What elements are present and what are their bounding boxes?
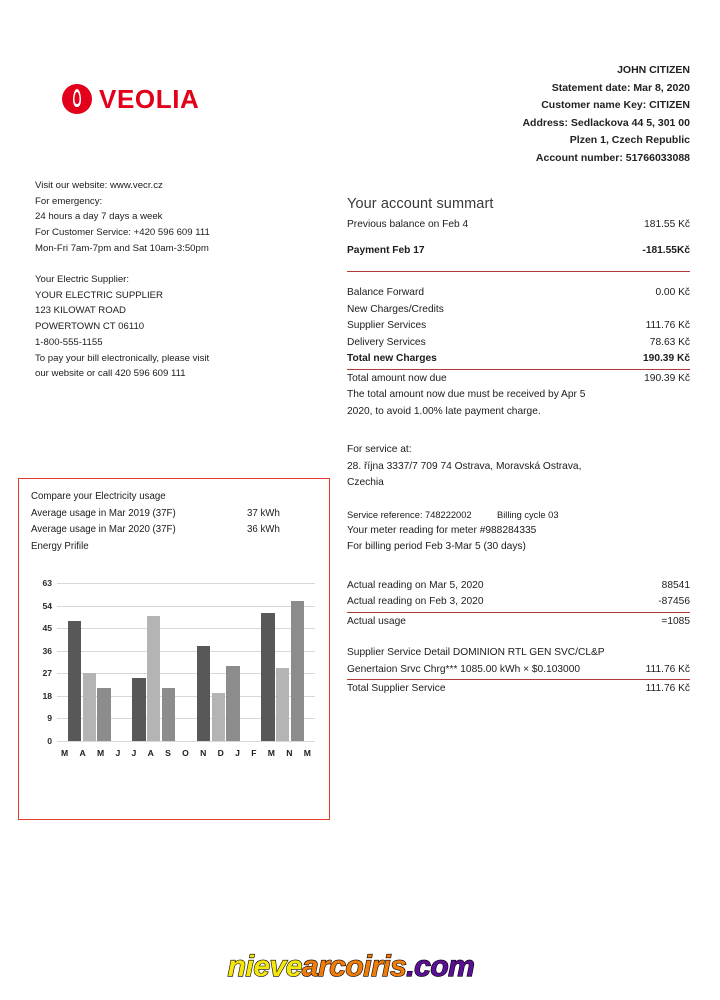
chart-plot-area <box>42 578 315 746</box>
avg-2019-label: Average usage in Mar 2019 (37F) <box>31 507 176 519</box>
payment-value: -181.55Kč <box>642 244 690 256</box>
chart-bars <box>57 583 315 741</box>
avg-2020-value: 36 kWh <box>247 524 280 535</box>
chart-y-tick-label: 63 <box>42 578 52 588</box>
chart-y-tick-label: 9 <box>47 713 52 724</box>
previous-balance-label: Previous balance on Feb 4 <box>347 219 469 230</box>
chart-x-tick-label: N <box>200 748 207 758</box>
row-supplier-services <box>347 318 690 335</box>
actual-usage-value: =1085 <box>661 615 690 627</box>
contact-emergency-hours: 24 hours a day 7 days a week <box>35 211 163 223</box>
actual-reading-feb-label: Actual reading on Feb 3, 2020 <box>347 596 484 607</box>
chart-bar <box>97 688 110 741</box>
row-supplier-detail-heading <box>347 645 690 662</box>
row-total-new-charges <box>347 351 690 368</box>
chart-y-tick-label: 54 <box>42 600 52 611</box>
chart-bar <box>261 613 274 741</box>
contact-customer-service: For Customer Service: +420 596 609 111 <box>35 227 210 239</box>
service-address-line1: 28. října 3337/7 709 74 Ostrava, Moravská Ostrava, <box>347 460 582 472</box>
actual-reading-mar-label: Actual reading on Mar 5, 2020 <box>347 579 484 591</box>
watermark-part-1: nieve <box>227 950 302 983</box>
row-previous-balance <box>347 217 690 234</box>
chart-x-tick-label: A <box>79 748 86 758</box>
supplier-phone: 1-800-555-1155 <box>35 336 103 348</box>
billing-period-label: For billing period Feb 3-Mar 5 (30 days) <box>347 541 526 552</box>
new-charges-label: New Charges/Credits <box>347 303 444 315</box>
meter-reading-label: Your meter reading for meter #988284335 <box>347 524 537 536</box>
summary-title: Your account summart <box>347 196 494 212</box>
row-total-supplier-service <box>347 681 690 698</box>
chart-x-tick-label: D <box>217 748 224 758</box>
supplier-detail-heading: Supplier Service Detail DOMINION RTL GEN SVC/CL&P <box>347 647 605 658</box>
row-total-due <box>347 371 690 388</box>
service-reference-label: Service reference: 748222002 <box>347 509 472 520</box>
row-service-reference <box>347 507 690 523</box>
chart-bar <box>276 668 289 741</box>
chart-x-tick-label: J <box>131 748 137 758</box>
chart-bar <box>212 693 225 741</box>
watermark-part-3: .com <box>406 950 475 983</box>
total-new-charges-label: Total new Charges <box>347 353 437 364</box>
usage-panel-title: Compare your Electricity usage <box>31 491 166 502</box>
total-new-charges-value: 190.39 Kč <box>642 353 690 364</box>
watermark-part-2: arcoiris <box>301 950 407 983</box>
contact-block <box>35 178 210 257</box>
spacer <box>347 276 690 285</box>
avg-2020-label: Average usage in Mar 2020 (37F) <box>31 524 176 535</box>
row-generation-charge <box>347 662 690 679</box>
service-address-block <box>347 442 690 492</box>
supplier-services-label: Supplier Services <box>347 320 427 331</box>
generation-charge-value: 111.76 Kč <box>645 663 690 675</box>
supplier-services-value: 111.76 Kč <box>645 320 690 331</box>
veolia-logo-text: VEOLIA <box>99 84 200 114</box>
total-due-label: Total amount now due <box>347 372 447 384</box>
customer-name: JOHN CITIZEN <box>617 64 690 76</box>
actual-reading-feb-value: -87456 <box>658 596 690 607</box>
previous-balance-value: 181.55 Kč <box>644 219 690 230</box>
contact-emergency-label: For emergency: <box>35 195 103 207</box>
supplier-name: YOUR ELECTRIC SUPPLIER <box>35 289 163 301</box>
supplier-pay-note-2: our website or call 420 596 609 111 <box>35 368 186 380</box>
for-service-at-label: For service at: <box>347 444 412 455</box>
due-note-line2: 2020, to avoid 1.00% late payment charge. <box>347 405 541 417</box>
chart-x-tick-label: M <box>267 748 275 758</box>
veolia-logo-mark <box>62 84 92 114</box>
watermark <box>0 952 720 982</box>
contact-website: Visit our website: www.vecr.cz <box>35 180 163 191</box>
divider-rule-supplier-detail <box>347 679 690 680</box>
chart-x-tick-label: J <box>235 748 240 758</box>
chart-x-tick-label: N <box>286 748 293 758</box>
veolia-logo <box>62 84 199 114</box>
chart-x-tick-label: M <box>303 748 311 758</box>
row-actual-reading-mar <box>347 578 690 595</box>
spacer <box>347 556 690 578</box>
due-note <box>347 387 690 420</box>
meter-block <box>347 523 690 556</box>
balance-forward-value: 0.00 Kč <box>655 287 690 298</box>
bill-header <box>522 62 690 167</box>
chart-x-tick-label: S <box>165 748 171 758</box>
delivery-services-value: 78.63 Kč <box>649 336 690 348</box>
supplier-pay-note-1: To pay your bill electronically, please visit <box>35 352 210 364</box>
divider-rule-readings <box>347 612 690 613</box>
delivery-services-label: Delivery Services <box>347 336 426 348</box>
row-avg-2019 <box>31 506 317 523</box>
row-avg-2020 <box>31 522 317 539</box>
row-new-charges-heading <box>347 302 690 319</box>
chart-y-tick-label: 45 <box>42 623 52 634</box>
row-actual-reading-feb <box>347 594 690 611</box>
spacer <box>347 492 690 507</box>
supplier-city: POWERTOWN CT 06110 <box>35 321 145 333</box>
chart-y-tick-label: 27 <box>42 668 52 679</box>
chart-x-axis <box>57 743 315 763</box>
actual-usage-label: Actual usage <box>347 615 406 627</box>
header-address-line1: Address: Sedlackova 44 5, 301 00 <box>522 116 690 129</box>
spacer <box>347 630 690 645</box>
spacer <box>347 234 690 243</box>
row-delivery-services <box>347 335 690 352</box>
divider-rule-top <box>347 271 690 272</box>
chart-bar <box>147 616 160 741</box>
account-number: Account number: 51766033088 <box>535 151 690 164</box>
chart-x-tick-label: M <box>96 748 105 758</box>
chart-x-tick-label: J <box>115 748 121 758</box>
row-actual-usage <box>347 614 690 631</box>
chart-x-tick-label: M <box>61 748 69 758</box>
chart-y-tick-label: 0 <box>47 736 52 746</box>
chart-bar <box>291 601 304 741</box>
total-supplier-service-value: 111.76 Kč <box>645 683 690 694</box>
usage-panel-header <box>19 479 329 555</box>
chart-y-tick-label: 18 <box>42 690 52 701</box>
customer-key: Customer name Key: CITIZEN <box>541 99 690 111</box>
generation-charge-label: Genertaion Srvc Chrg*** 1085.00 kWh × $0.103000 <box>347 663 581 675</box>
header-address-line2: Plzen 1, Czech Republic <box>569 134 690 146</box>
contact-service-hours: Mon-Fri 7am-7pm and Sat 10am-3:50pm <box>35 242 209 254</box>
chart-bar <box>68 621 81 741</box>
energy-profile-label: Energy Prifile <box>31 540 89 552</box>
supplier-street: 123 KILOWAT ROAD <box>35 305 126 317</box>
chart-x-tick-label: A <box>147 748 154 758</box>
total-due-value: 190.39 Kč <box>644 372 690 384</box>
spacer <box>347 259 690 268</box>
chart-bar <box>226 666 239 741</box>
chart-bar <box>83 673 96 741</box>
divider-rule-total-charges <box>347 369 690 370</box>
payment-label: Payment Feb 17 <box>347 244 425 256</box>
chart-x-tick-label: F <box>251 748 257 758</box>
chart-gridline <box>47 736 315 746</box>
spacer <box>347 420 690 442</box>
account-summary-section <box>347 196 690 698</box>
supplier-info-block <box>35 272 209 382</box>
electricity-usage-panel <box>18 478 330 820</box>
statement-date: Statement date: Mar 8, 2020 <box>551 81 690 94</box>
chart-bar <box>162 688 175 741</box>
balance-forward-label: Balance Forward <box>347 287 425 298</box>
row-balance-forward <box>347 285 690 302</box>
chart-x-tick-label: O <box>182 748 189 758</box>
chart-y-tick-label: 36 <box>42 645 52 656</box>
supplier-heading: Your Electric Supplier: <box>35 274 130 285</box>
avg-2019-value: 37 kWh <box>247 507 280 519</box>
actual-reading-mar-value: 88541 <box>661 579 690 591</box>
due-note-line1: The total amount now due must be received by Apr 5 <box>347 389 586 400</box>
total-supplier-service-label: Total Supplier Service <box>347 683 446 694</box>
row-payment <box>347 243 690 260</box>
energy-profile-chart <box>31 578 321 763</box>
chart-bar <box>197 646 210 741</box>
billing-cycle-label: Billing cycle 03 <box>497 509 559 520</box>
chart-bar <box>132 678 145 741</box>
service-address-line2: Czechia <box>347 477 384 488</box>
